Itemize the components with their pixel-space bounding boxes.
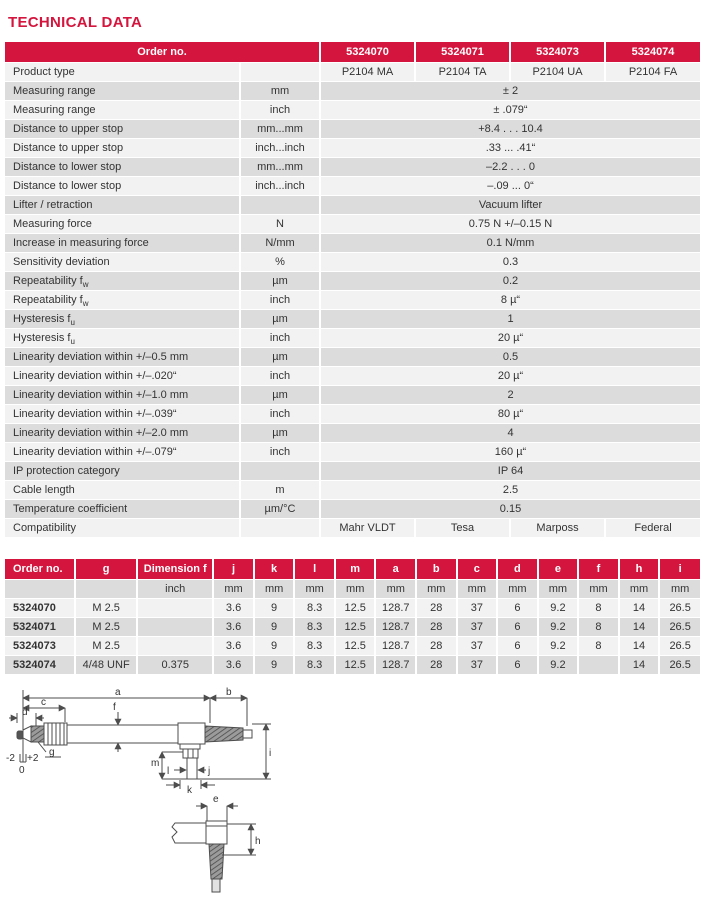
detail-block (206, 821, 227, 844)
dim-value-cell: 14 (619, 618, 660, 637)
spec-row-unit: µm (240, 386, 320, 405)
dim-value-cell: 8.3 (294, 618, 335, 637)
spec-row-unit: inch (240, 367, 320, 386)
spec-row-label: Linearity deviation within +/–1.0 mm (5, 386, 240, 405)
spec-row (5, 101, 700, 120)
dim-label-d: d (22, 707, 28, 718)
cable-gland (205, 726, 243, 742)
spec-row-value: Mahr VLDT (320, 519, 415, 538)
spec-row-unit: µm (240, 272, 320, 291)
spec-row-label: Product type (5, 63, 240, 82)
scale-label-plus2: +2 (27, 753, 39, 764)
spec-row-value: 0.75 N +/–0.15 N (320, 215, 700, 234)
dim-value-cell: 3.6 (213, 599, 254, 618)
dim-label-h: h (255, 836, 261, 847)
probe-bellows (44, 723, 67, 745)
dim-value-cell: 9.2 (538, 656, 579, 675)
dim-value-cell (137, 599, 213, 618)
spec-header-order-no: Order no. (5, 42, 320, 63)
dim-value-cell: 28 (416, 618, 457, 637)
dim-value-cell: 3.6 (213, 656, 254, 675)
spec-row-unit: N (240, 215, 320, 234)
spec-row-unit: inch...inch (240, 139, 320, 158)
dim-value-cell: 6 (497, 656, 538, 675)
dim-value-cell: 26.5 (659, 599, 700, 618)
spec-row-unit: inch (240, 101, 320, 120)
dim-unit-cell (5, 580, 75, 599)
probe-detail-view (172, 794, 261, 892)
dim-unit-cell (75, 580, 137, 599)
spec-row-value: ± 2 (320, 82, 700, 101)
dim-value-cell: 12.5 (335, 618, 376, 637)
spec-row-value: 2 (320, 386, 700, 405)
dim-value-cell: 28 (416, 656, 457, 675)
dim-value-cell: 12.5 (335, 656, 376, 675)
dim-value-cell: 14 (619, 637, 660, 656)
dim-value-cell (578, 656, 619, 675)
dim-label-i: i (269, 748, 272, 759)
dim-order-cell: 5324074 (5, 656, 75, 675)
spec-row-label: Distance to lower stop (5, 158, 240, 177)
dim-value-cell: M 2.5 (75, 599, 137, 618)
dim-value-cell: 9 (254, 618, 295, 637)
spec-row (5, 120, 700, 139)
probe-head-block (178, 723, 205, 744)
spec-row-value: 160 µ“ (320, 443, 700, 462)
spec-row-unit: µm/°C (240, 500, 320, 519)
dim-order-cell: 5324071 (5, 618, 75, 637)
spec-row-value: P2104 UA (510, 63, 605, 82)
dim-col-header: c (457, 559, 498, 580)
spec-row (5, 139, 700, 158)
spec-row (5, 481, 700, 500)
spec-row (5, 519, 700, 538)
dim-value-cell: 9 (254, 637, 295, 656)
dim-value-cell: 37 (457, 618, 498, 637)
dim-label-b: b (226, 687, 232, 698)
dim-units-row (5, 580, 700, 599)
spec-row (5, 500, 700, 519)
spec-row (5, 310, 700, 329)
dim-unit-cell: mm (416, 580, 457, 599)
dim-unit-cell: mm (335, 580, 376, 599)
spec-row-label: Repeatability $f_w$ (5, 291, 240, 310)
dim-unit-cell: mm (254, 580, 295, 599)
spec-row-unit: mm (240, 82, 320, 101)
dim-value-cell: 9.2 (538, 599, 579, 618)
dim-data-row (5, 618, 700, 637)
dim-value-cell: 26.5 (659, 618, 700, 637)
spec-row-value: .33 ... .41“ (320, 139, 700, 158)
spec-col-header: 5324070 (320, 42, 415, 63)
spec-row-unit (240, 196, 320, 215)
spec-row-value: P2104 FA (605, 63, 700, 82)
spec-row-value: 8 µ“ (320, 291, 700, 310)
dim-value-cell: 128.7 (375, 599, 416, 618)
spec-row-unit (240, 519, 320, 538)
spec-row (5, 405, 700, 424)
dim-value-cell: 8 (578, 599, 619, 618)
spec-row-label: Sensitivity deviation (5, 253, 240, 272)
dim-order-cell: 5324073 (5, 637, 75, 656)
dim-label-e: e (213, 794, 219, 805)
spec-col-header: 5324074 (605, 42, 700, 63)
dim-value-cell (137, 618, 213, 637)
spec-row-label: Measuring force (5, 215, 240, 234)
scale-label-minus2: -2 (6, 753, 15, 764)
spec-row (5, 272, 700, 291)
dim-value-cell: 128.7 (375, 656, 416, 675)
dim-value-cell: 12.5 (335, 599, 376, 618)
spec-row-unit: mm...mm (240, 158, 320, 177)
spec-row-value: IP 64 (320, 462, 700, 481)
spec-header-row (5, 42, 700, 63)
cable-connector (243, 730, 252, 738)
spec-row-value: +8.4 . . . 10.4 (320, 120, 700, 139)
dim-col-header: Dimension f (137, 559, 213, 580)
spec-row-unit: inch (240, 405, 320, 424)
spec-row-label: Linearity deviation within +/–.039“ (5, 405, 240, 424)
spec-row (5, 424, 700, 443)
dim-value-cell: 26.5 (659, 637, 700, 656)
spec-row-value: 0.2 (320, 272, 700, 291)
dim-value-cell: 8 (578, 618, 619, 637)
spec-row-value: Tesa (415, 519, 510, 538)
dim-value-cell: 14 (619, 599, 660, 618)
dim-col-header: f (578, 559, 619, 580)
spec-row (5, 329, 700, 348)
spec-row-unit: inch...inch (240, 177, 320, 196)
detail-stem-tip (212, 879, 220, 892)
dim-value-cell: 12.5 (335, 637, 376, 656)
dim-value-cell: 9 (254, 599, 295, 618)
spec-row-unit (240, 462, 320, 481)
dim-unit-cell: mm (294, 580, 335, 599)
dim-unit-cell: mm (213, 580, 254, 599)
probe-tip (17, 731, 23, 739)
spec-row-label: Compatibility (5, 519, 240, 538)
dim-value-cell: 14 (619, 656, 660, 675)
spec-row-label: Distance to lower stop (5, 177, 240, 196)
dimension-drawing (5, 682, 704, 902)
dim-value-cell: 3.6 (213, 618, 254, 637)
spec-row-value: 0.15 (320, 500, 700, 519)
dim-value-cell: 26.5 (659, 656, 700, 675)
spec-row-value: –.09 ... 0“ (320, 177, 700, 196)
spec-row-label: Cable length (5, 481, 240, 500)
dim-col-header: k (254, 559, 295, 580)
spec-row (5, 386, 700, 405)
spec-row-label: Temperature coefficient (5, 500, 240, 519)
spec-row-label: Increase in measuring force (5, 234, 240, 253)
spec-row-value: –2.2 . . . 0 (320, 158, 700, 177)
probe-side-view (6, 687, 271, 796)
spec-row-label: Distance to upper stop (5, 139, 240, 158)
dim-col-header: g (75, 559, 137, 580)
dim-label-l: l (167, 766, 170, 777)
spec-row (5, 196, 700, 215)
scale-label-zero: 0 (19, 765, 25, 776)
spec-row (5, 177, 700, 196)
spec-row (5, 367, 700, 386)
dim-value-cell: 37 (457, 599, 498, 618)
spec-row-value: Federal (605, 519, 700, 538)
spec-row (5, 462, 700, 481)
dimension-table (5, 559, 700, 675)
dim-value-cell: 8.3 (294, 656, 335, 675)
dim-unit-cell: mm (538, 580, 579, 599)
spec-col-header: 5324071 (415, 42, 510, 63)
dim-value-cell: 6 (497, 637, 538, 656)
spec-row-value: Marposs (510, 519, 605, 538)
spec-row-unit: m (240, 481, 320, 500)
spec-row-value: 20 µ“ (320, 329, 700, 348)
spec-row-value: 80 µ“ (320, 405, 700, 424)
spec-row-value: 20 µ“ (320, 367, 700, 386)
spec-row-unit: inch (240, 443, 320, 462)
dim-value-cell: 9 (254, 656, 295, 675)
dim-value-cell: 9.2 (538, 637, 579, 656)
spec-row-value: 0.3 (320, 253, 700, 272)
spec-row-label: Hysteresis $f_u$ (5, 310, 240, 329)
dim-unit-cell: mm (457, 580, 498, 599)
spec-row-label: Hysteresis $f_u$ (5, 329, 240, 348)
dim-value-cell: 0.375 (137, 656, 213, 675)
dim-col-header: d (497, 559, 538, 580)
spec-row-label: Repeatability $f_w$ (5, 272, 240, 291)
dim-label-g: g (49, 747, 55, 758)
spec-row-value: 0.5 (320, 348, 700, 367)
spec-col-header: 5324073 (510, 42, 605, 63)
spec-row-label: Measuring range (5, 82, 240, 101)
spec-row-unit: µm (240, 310, 320, 329)
spec-row-label: Linearity deviation within +/–2.0 mm (5, 424, 240, 443)
dim-data-row (5, 637, 700, 656)
probe-cone (23, 726, 31, 742)
dim-value-cell: 8.3 (294, 599, 335, 618)
dim-label-f: f (113, 702, 116, 713)
spec-row-value: Vacuum lifter (320, 196, 700, 215)
dim-value-cell: 8.3 (294, 637, 335, 656)
spec-row (5, 348, 700, 367)
dim-order-cell: 5324070 (5, 599, 75, 618)
spec-row-label: Distance to upper stop (5, 120, 240, 139)
spec-row-label: Measuring range (5, 101, 240, 120)
spec-row (5, 253, 700, 272)
dim-unit-cell: mm (659, 580, 700, 599)
dim-header-row (5, 559, 700, 580)
dim-value-cell: 6 (497, 618, 538, 637)
spec-row-label: Linearity deviation within +/–0.5 mm (5, 348, 240, 367)
dim-value-cell: 37 (457, 656, 498, 675)
dim-col-header: j (213, 559, 254, 580)
dim-value-cell: 37 (457, 637, 498, 656)
spec-row (5, 234, 700, 253)
mounting-stem (180, 744, 200, 779)
dim-col-header: b (416, 559, 457, 580)
dim-data-row (5, 656, 700, 675)
spec-row-unit: inch (240, 329, 320, 348)
probe-main-body (67, 725, 178, 743)
dim-value-cell: 6 (497, 599, 538, 618)
dim-col-header: a (375, 559, 416, 580)
dim-unit-cell: mm (619, 580, 660, 599)
dim-unit-cell: mm (375, 580, 416, 599)
spec-row-unit: mm...mm (240, 120, 320, 139)
spec-row (5, 291, 700, 310)
dim-unit-cell: mm (497, 580, 538, 599)
dim-label-k: k (187, 785, 192, 796)
dim-data-row (5, 599, 700, 618)
spec-row-unit: µm (240, 348, 320, 367)
dim-value-cell: 9.2 (538, 618, 579, 637)
spec-row-label: Linearity deviation within +/–.079“ (5, 443, 240, 462)
spec-table (5, 42, 700, 538)
spec-row-value: P2104 TA (415, 63, 510, 82)
probe-dimension-diagram (5, 682, 325, 897)
spec-row-value: 2.5 (320, 481, 700, 500)
dim-label-a: a (115, 687, 121, 698)
spec-row (5, 63, 700, 82)
spec-row-value: 1 (320, 310, 700, 329)
dim-unit-cell: inch (137, 580, 213, 599)
spec-row-value: P2104 MA (320, 63, 415, 82)
dim-col-header: i (659, 559, 700, 580)
dim-label-c: c (41, 697, 46, 708)
spec-row-unit: % (240, 253, 320, 272)
spec-row-value: 4 (320, 424, 700, 443)
dim-label-j: j (208, 766, 211, 777)
dim-value-cell: 128.7 (375, 618, 416, 637)
dim-value-cell: 4/48 UNF (75, 656, 137, 675)
spec-row-label: IP protection category (5, 462, 240, 481)
dim-col-header: Order no. (5, 559, 75, 580)
dim-col-header: h (619, 559, 660, 580)
spec-row-label: Linearity deviation within +/–.020“ (5, 367, 240, 386)
probe-thread (31, 726, 44, 742)
dim-unit-cell: mm (578, 580, 619, 599)
detail-threaded-stem (209, 844, 224, 879)
dim-col-header: m (335, 559, 376, 580)
dim-col-header: l (294, 559, 335, 580)
dim-value-cell: M 2.5 (75, 618, 137, 637)
spec-row (5, 443, 700, 462)
dim-value-cell: 28 (416, 599, 457, 618)
dim-value-cell: M 2.5 (75, 637, 137, 656)
spec-row-unit (240, 63, 320, 82)
dim-value-cell (137, 637, 213, 656)
dim-value-cell: 3.6 (213, 637, 254, 656)
spec-row-unit: inch (240, 291, 320, 310)
spec-row-value: 0.1 N/mm (320, 234, 700, 253)
dim-label-m: m (151, 758, 160, 769)
spec-row-value: ± .079“ (320, 101, 700, 120)
dim-value-cell: 8 (578, 637, 619, 656)
dim-value-cell: 128.7 (375, 637, 416, 656)
dim-col-header: e (538, 559, 579, 580)
spec-row-unit: µm (240, 424, 320, 443)
datasheet-page (0, 14, 704, 923)
spec-row (5, 158, 700, 177)
page-title: TECHNICAL DATA (8, 14, 143, 31)
spec-row-label: Lifter / retraction (5, 196, 240, 215)
dim-value-cell: 28 (416, 637, 457, 656)
spec-row (5, 82, 700, 101)
detail-arm (172, 823, 206, 843)
spec-row (5, 215, 700, 234)
spec-row-unit: N/mm (240, 234, 320, 253)
